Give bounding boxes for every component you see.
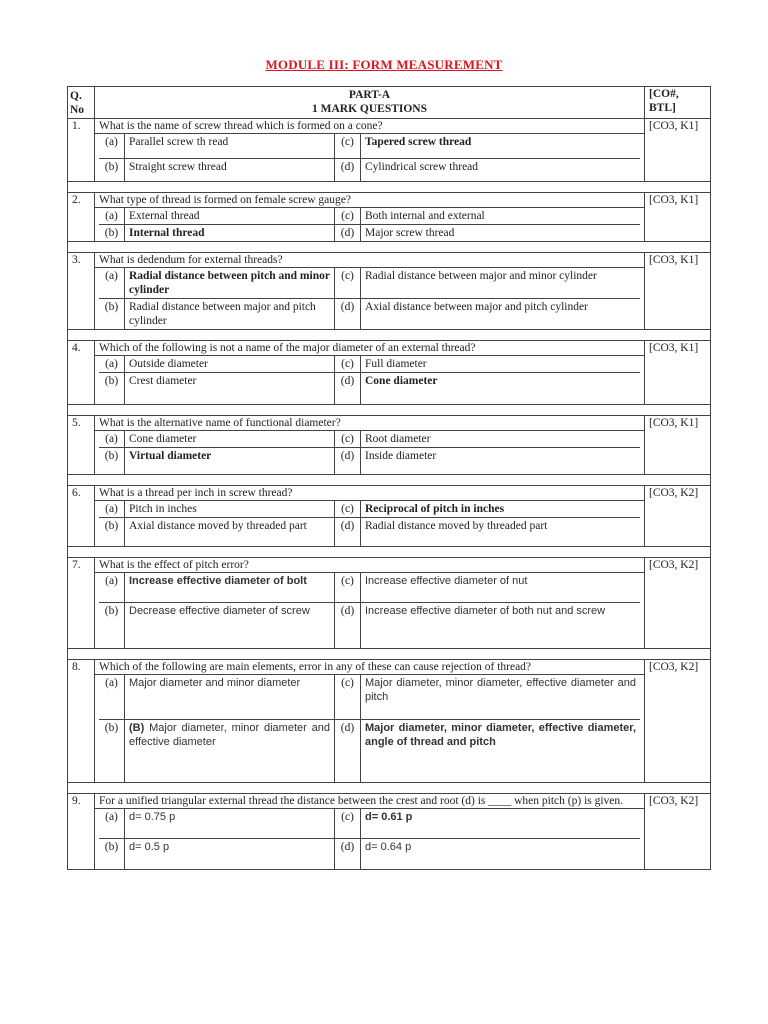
option-label-d: (d) — [335, 518, 361, 546]
option-c: Major diameter, minor diameter, effective diameter and pitch — [361, 675, 641, 720]
option-label-a: (a) — [99, 208, 125, 225]
question-row-2 — [68, 193, 711, 208]
option-label-c: (c) — [335, 431, 361, 448]
options-row-1 — [68, 134, 711, 182]
option-b: Decrease effective diameter of screw — [125, 603, 335, 648]
question-text: Which of the following is not a name of the major diameter of an external thread? — [95, 341, 645, 356]
options-row-6 — [68, 501, 711, 547]
question-table — [67, 86, 711, 870]
question-text: What type of thread is formed on female screw gauge? — [95, 193, 645, 208]
question-text: What is the effect of pitch error? — [95, 557, 645, 572]
option-label-d: (d) — [335, 447, 361, 474]
question-row-5 — [68, 415, 711, 430]
options-row-9 — [68, 808, 711, 869]
option-label-c: (c) — [335, 268, 361, 299]
option-label-d: (d) — [335, 720, 361, 782]
option-label-d: (d) — [335, 299, 361, 330]
option-label-b: (b) — [99, 518, 125, 546]
option-a: Radial distance between pitch and minor cylinder — [125, 268, 335, 299]
option-b-prefix: (B) — [129, 722, 145, 734]
option-b-text: Major diameter, minor diameter and effective diameter — [129, 722, 330, 748]
option-c: Tapered screw thread — [361, 134, 641, 158]
option-label-a: (a) — [99, 431, 125, 448]
question-number: 3. — [68, 253, 95, 330]
option-b: Internal thread — [125, 225, 335, 242]
option-b: Crest diameter — [125, 373, 335, 404]
option-c: Root diameter — [361, 431, 641, 448]
question-row-6 — [68, 486, 711, 501]
option-c: Both internal and external — [361, 208, 641, 225]
option-b — [125, 720, 335, 782]
spacer-row — [68, 546, 711, 557]
question-number: 7. — [68, 557, 95, 648]
question-row-7 — [68, 557, 711, 572]
spacer-row — [68, 475, 711, 486]
option-b: d= 0.5 p — [125, 839, 335, 869]
module-title: MODULE III: FORM MEASUREMENT — [265, 57, 503, 72]
option-label-b: (b) — [99, 720, 125, 782]
option-label-b: (b) — [99, 373, 125, 404]
option-d: Increase effective diameter of both nut and screw — [361, 603, 641, 648]
co-level: [CO3, K2] — [645, 557, 711, 648]
marks-label: 1 MARK QUESTIONS — [311, 103, 428, 115]
option-label-c: (c) — [335, 573, 361, 603]
option-b: Straight screw thread — [125, 158, 335, 181]
options-row-8 — [68, 674, 711, 782]
co-level: [CO3, K2] — [645, 486, 711, 547]
question-number: 5. — [68, 415, 95, 475]
question-text: What is a thread per inch in screw thread? — [95, 486, 645, 501]
option-b: Virtual diameter — [125, 447, 335, 474]
option-label-d: (d) — [335, 373, 361, 404]
option-a: Cone diameter — [125, 431, 335, 448]
spacer-row — [68, 242, 711, 253]
co-level: [CO3, K1] — [645, 415, 711, 475]
spacer-row — [68, 330, 711, 341]
option-label-c: (c) — [335, 809, 361, 839]
option-label-d: (d) — [335, 158, 361, 181]
part-label: PART-A — [348, 89, 391, 101]
option-c: Full diameter — [361, 356, 641, 373]
question-number: 2. — [68, 193, 95, 242]
option-d: Major diameter, minor diameter, effective diameter, angle of thread and pitch — [361, 720, 641, 782]
option-label-a: (a) — [99, 501, 125, 518]
options-row-2 — [68, 208, 711, 242]
option-label-c: (c) — [335, 208, 361, 225]
question-text: For a unified triangular external thread the distance between the crest and root (d) is ____ when pitch (p) is given. — [95, 793, 645, 808]
option-a: Major diameter and minor diameter — [125, 675, 335, 720]
spacer-row — [68, 782, 711, 793]
option-a: External thread — [125, 208, 335, 225]
option-label-d: (d) — [335, 603, 361, 648]
option-label-d: (d) — [335, 839, 361, 869]
co-level: [CO3, K2] — [645, 659, 711, 782]
co-level: [CO3, K1] — [645, 341, 711, 405]
option-label-b: (b) — [99, 299, 125, 330]
option-label-a: (a) — [99, 675, 125, 720]
option-label-c: (c) — [335, 675, 361, 720]
co-level: [CO3, K2] — [645, 793, 711, 869]
option-d: Cylindrical screw thread — [361, 158, 641, 181]
question-number: 8. — [68, 659, 95, 782]
options-row-5 — [68, 430, 711, 475]
option-label-a: (a) — [99, 809, 125, 839]
option-label-a: (a) — [99, 573, 125, 603]
option-label-d: (d) — [335, 225, 361, 242]
question-number: 1. — [68, 119, 95, 182]
option-label-b: (b) — [99, 839, 125, 869]
question-row-4 — [68, 341, 711, 356]
option-label-a: (a) — [99, 356, 125, 373]
option-label-c: (c) — [335, 356, 361, 373]
co-level: [CO3, K1] — [645, 119, 711, 182]
options-row-7 — [68, 572, 711, 648]
option-a: Parallel screw th read — [125, 134, 335, 158]
co-level: [CO3, K1] — [645, 193, 711, 242]
option-b: Axial distance moved by threaded part — [125, 518, 335, 546]
spacer-row — [68, 182, 711, 193]
option-b: Radial distance between major and pitch cylinder — [125, 299, 335, 330]
question-text: Which of the following are main elements, error in any of these can cause rejection of thread? — [95, 659, 645, 674]
option-c: d= 0.61 p — [361, 809, 641, 839]
option-d: Major screw thread — [361, 225, 641, 242]
question-row-1 — [68, 119, 711, 134]
option-a: Increase effective diameter of bolt — [125, 573, 335, 603]
option-c: Radial distance between major and minor cylinder — [361, 268, 641, 299]
option-c: Reciprocal of pitch in inches — [361, 501, 641, 518]
option-d: Axial distance between major and pitch cylinder — [361, 299, 641, 330]
option-d: Cone diameter — [361, 373, 641, 404]
question-row-3 — [68, 253, 711, 268]
question-row-9 — [68, 793, 711, 808]
option-label-b: (b) — [99, 158, 125, 181]
question-text: What is the name of screw thread which is formed on a cone? — [95, 119, 645, 134]
part-header — [95, 87, 645, 119]
spacer-row — [68, 404, 711, 415]
options-row-3 — [68, 268, 711, 330]
question-number: 9. — [68, 793, 95, 869]
option-d: Inside diameter — [361, 447, 641, 474]
option-d: d= 0.64 p — [361, 839, 641, 869]
question-text: What is dedendum for external threads? — [95, 253, 645, 268]
co-level: [CO3, K1] — [645, 253, 711, 330]
option-label-c: (c) — [335, 501, 361, 518]
question-number: 6. — [68, 486, 95, 547]
question-number: 4. — [68, 341, 95, 405]
qno-header: Q. No — [68, 87, 95, 119]
question-text: What is the alternative name of functional diameter? — [95, 415, 645, 430]
options-row-4 — [68, 356, 711, 405]
header-row — [68, 87, 711, 119]
option-label-b: (b) — [99, 225, 125, 242]
co-header: [CO#, BTL] — [645, 87, 711, 119]
option-label-c: (c) — [335, 134, 361, 158]
option-d: Radial distance moved by threaded part — [361, 518, 641, 546]
option-label-b: (b) — [99, 447, 125, 474]
option-a: Pitch in inches — [125, 501, 335, 518]
option-c: Increase effective diameter of nut — [361, 573, 641, 603]
spacer-row — [68, 648, 711, 659]
option-label-a: (a) — [99, 268, 125, 299]
option-label-b: (b) — [99, 603, 125, 648]
question-row-8 — [68, 659, 711, 674]
option-label-a: (a) — [99, 134, 125, 158]
option-a: d= 0.75 p — [125, 809, 335, 839]
option-a: Outside diameter — [125, 356, 335, 373]
